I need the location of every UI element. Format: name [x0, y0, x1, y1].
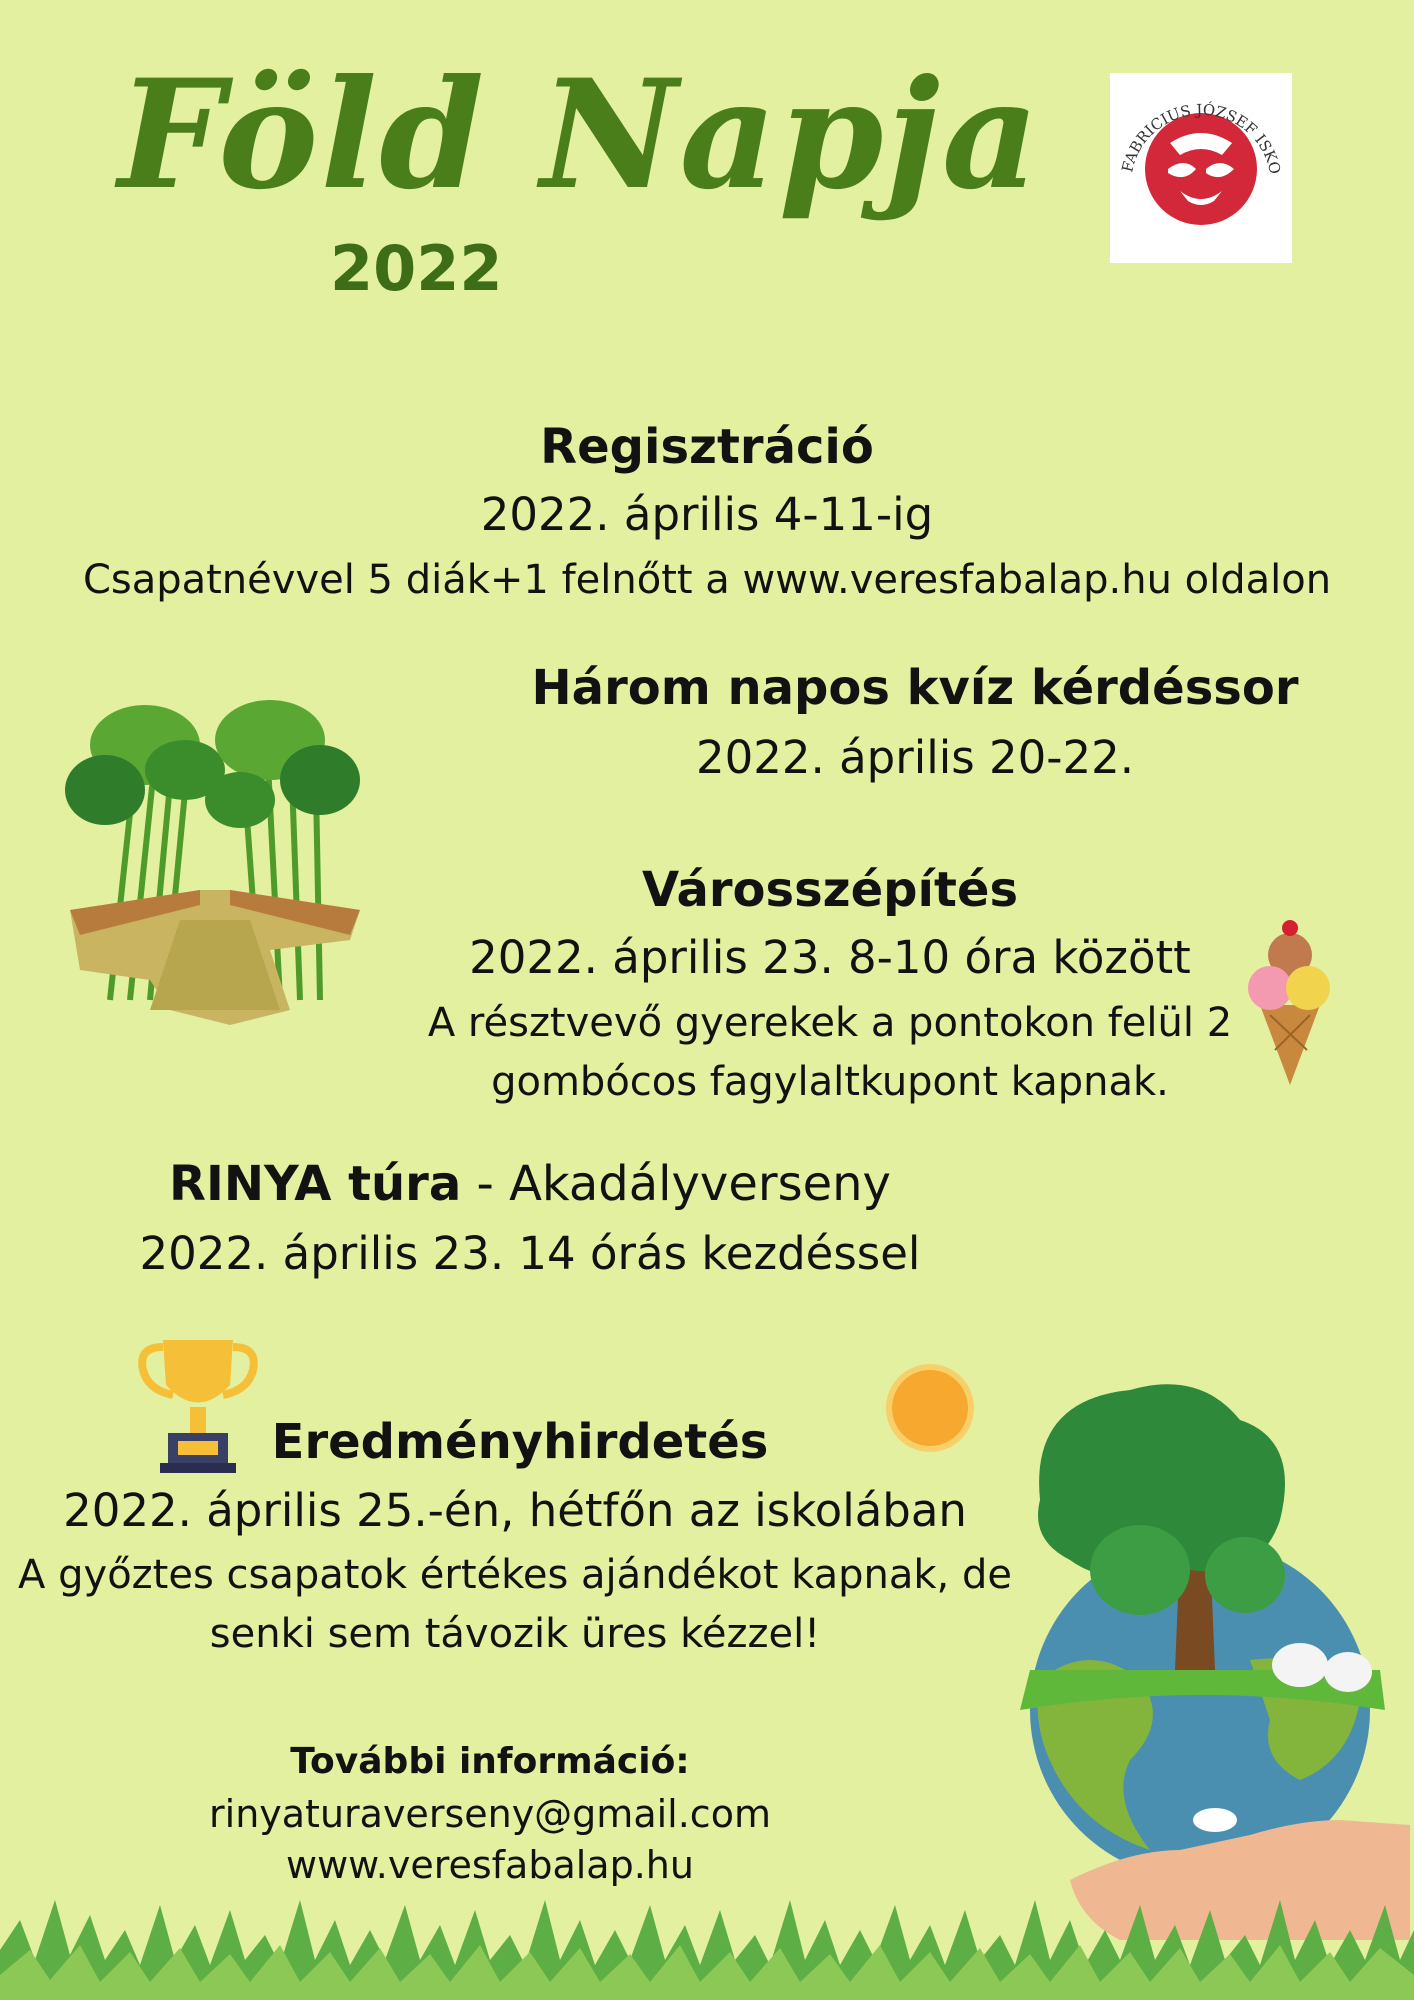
earth-tree-hand-illustration: [1000, 1380, 1410, 1940]
contact-website: www.veresfabalap.hu: [286, 1843, 694, 1887]
poster-title: Föld Napja: [118, 47, 1042, 223]
results-date: 2022. április 25.-én, hétfőn az iskolában: [63, 1484, 967, 1537]
city-beautification-details-line2: gombócos fagylaltkupont kapnak.: [491, 1059, 1169, 1105]
contact-heading: További információ:: [290, 1741, 690, 1782]
rinya-heading-rest: - Akadályverseny: [461, 1156, 891, 1212]
grass-border: [0, 1890, 1414, 2000]
contact-email: rinyaturaverseny@gmail.com: [209, 1792, 771, 1836]
registration-details: Csapatnévvel 5 diák+1 felnőtt a www.veresfabalap.hu oldalon: [82, 557, 1332, 603]
city-beautification-heading: Városszépítés: [641, 862, 1019, 918]
quiz-date: 2022. április 20-22.: [695, 731, 1135, 784]
results-details-line2: senki sem távozik üres kézzel!: [209, 1611, 821, 1657]
rinya-heading: [60, 1154, 1000, 1214]
quiz-heading: Három napos kvíz kérdéssor: [531, 660, 1299, 716]
city-beautification-date: 2022. április 23. 8-10 óra között: [469, 931, 1191, 984]
ice-cream-icon: [1245, 910, 1335, 1090]
poster-year: 2022: [330, 232, 503, 305]
rinya-heading-bold: RINYA túra: [169, 1156, 462, 1212]
rinya-date: 2022. április 23. 14 órás kezdéssel: [139, 1227, 921, 1280]
bamboo-forest-illustration: [50, 680, 380, 1040]
results-details-line1: A győztes csapatok értékes ajándékot kapnak, de: [18, 1552, 1012, 1598]
sun-icon: [875, 1360, 985, 1460]
school-logo-icon: [1110, 73, 1292, 263]
registration-heading: Regisztráció: [540, 419, 874, 475]
results-heading: Eredményhirdetés: [271, 1414, 769, 1470]
city-beautification-details-line1: A résztvevő gyerekek a pontokon felül 2: [427, 1000, 1233, 1046]
school-logo-ring-text: FABRICIUS JÓZSEF ISKO: [1118, 100, 1285, 176]
registration-date: 2022. április 4-11-ig: [480, 488, 934, 541]
school-logo: [1110, 73, 1292, 263]
